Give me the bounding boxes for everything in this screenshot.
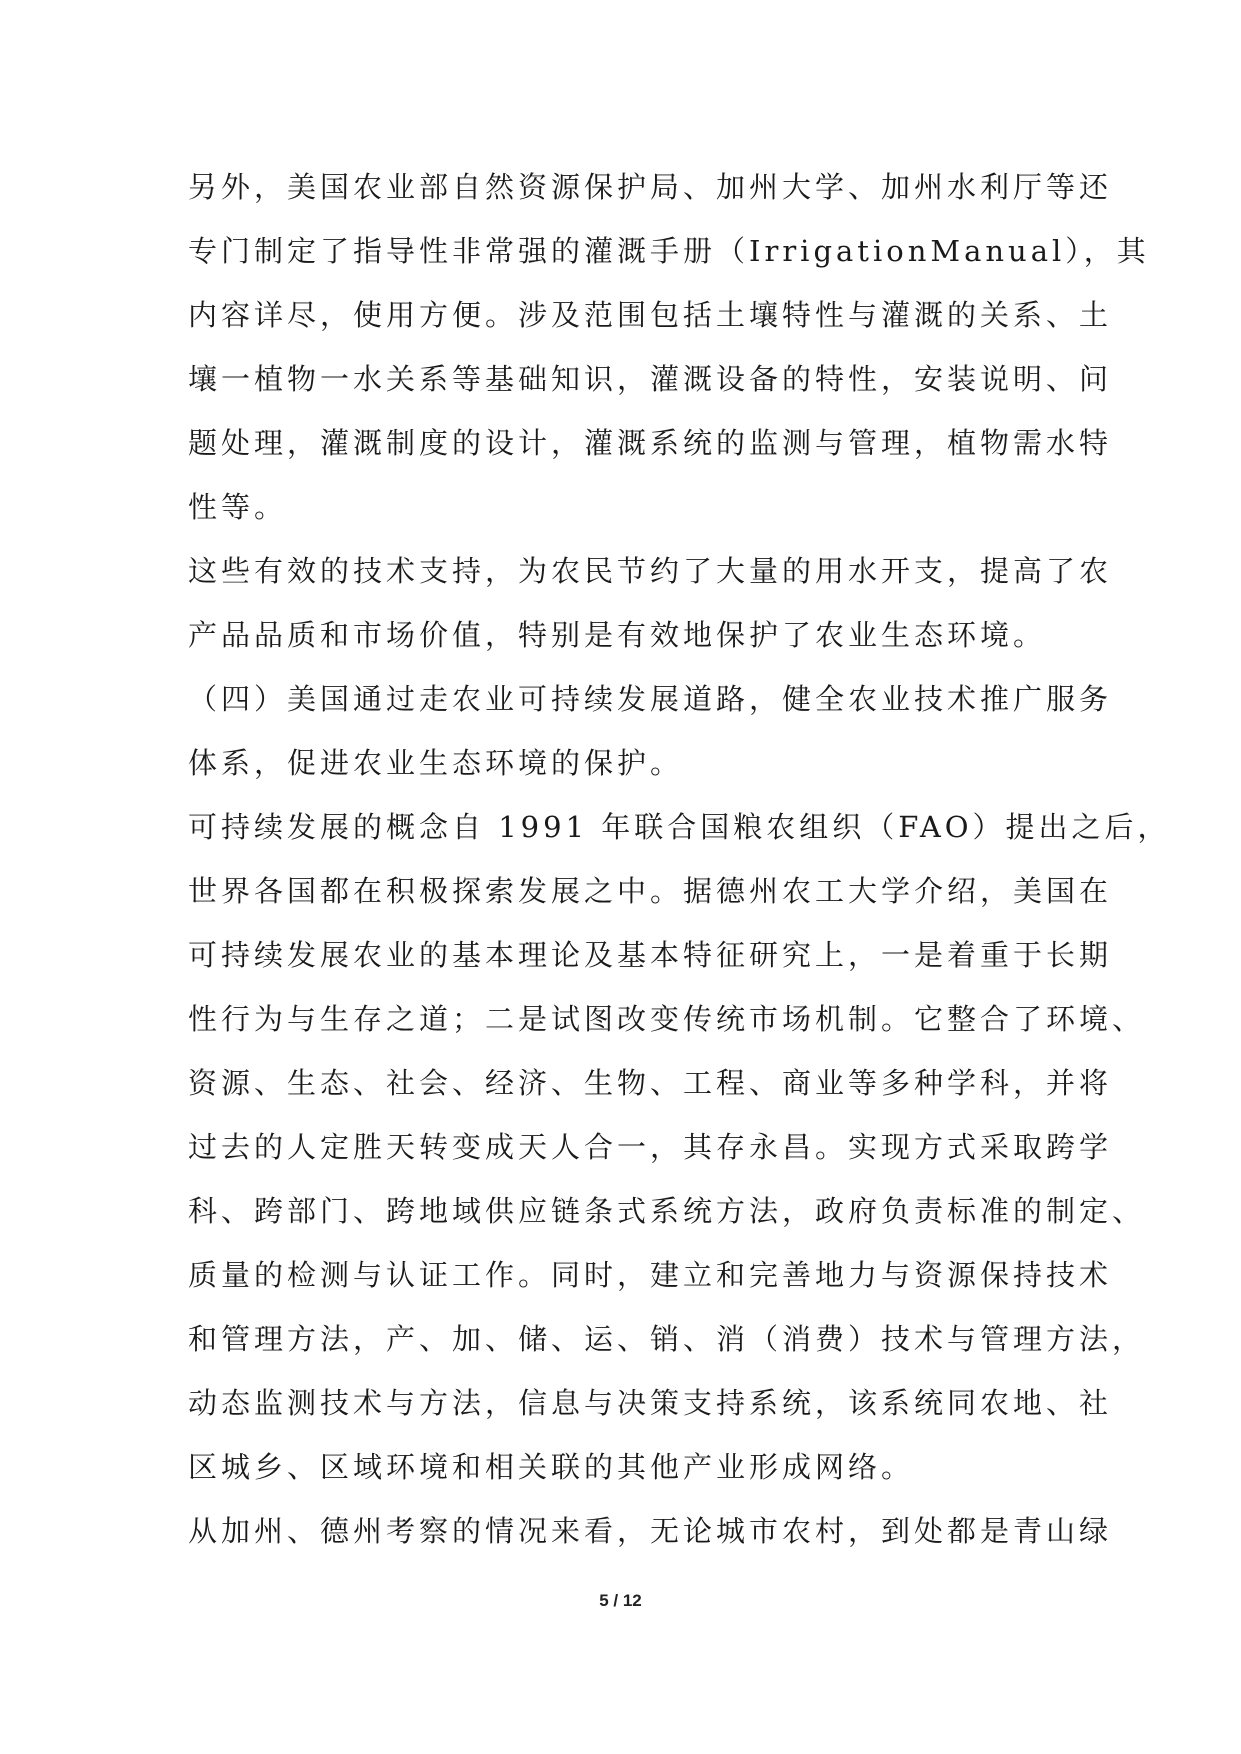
text-line: 壤一植物一水关系等基础知识，灌溉设备的特性，安装说明、问 (188, 362, 1113, 396)
page-number: 5 / 12 (599, 1591, 642, 1610)
text-line: 质量的检测与认证工作。同时，建立和完善地力与资源保持技术 (188, 1258, 1113, 1292)
text-line: 内容详尽，使用方便。涉及范围包括土壤特性与灌溉的关系、土 (188, 298, 1113, 332)
text-line: 这些有效的技术支持，为农民节约了大量的用水开支，提高了农 (188, 554, 1113, 588)
text-line: 科、跨部门、跨地域供应链条式系统方法，政府负责标准的制定、 (188, 1194, 1146, 1228)
text-line: 动态监测技术与方法，信息与决策支持系统，该系统同农地、社 (188, 1386, 1113, 1420)
body-text (188, 155, 1171, 1563)
text-line: 另外，美国农业部自然资源保护局、加州大学、加州水利厅等还 (188, 170, 1113, 204)
text-line: 过去的人定胜天转变成天人合一，其存永昌。实现方式采取跨学 (188, 1130, 1113, 1164)
text-line: 可持续发展农业的基本理论及基本特征研究上，一是着重于长期 (188, 938, 1113, 972)
text-line: 可持续发展的概念自 1991 年联合国粮农组织（FAO）提出之后， (188, 810, 1171, 844)
text-line: 世界各国都在积极探索发展之中。据德州农工大学介绍，美国在 (188, 874, 1113, 908)
text-line: 区城乡、区域环境和相关联的其他产业形成网络。 (188, 1450, 915, 1484)
text-line: 资源、生态、社会、经济、生物、工程、商业等多种学科，并将 (188, 1066, 1113, 1100)
text-line: 和管理方法，产、加、储、运、销、消（消费）技术与管理方法， (188, 1322, 1146, 1356)
text-line: 专门制定了指导性非常强的灌溉手册（IrrigationManual），其 (188, 234, 1150, 268)
section-heading: （四）美国通过走农业可持续发展道路，健全农业技术推广服务 (188, 682, 1113, 716)
text-line: 性行为与生存之道；二是试图改变传统市场机制。它整合了环境、 (188, 1002, 1146, 1036)
text-line: 性等。 (188, 490, 288, 524)
text-line: 从加州、德州考察的情况来看，无论城市农村，到处都是青山绿 (188, 1514, 1113, 1548)
text-line: 题处理，灌溉制度的设计，灌溉系统的监测与管理，植物需水特 (188, 426, 1113, 460)
section-heading: 体系，促进农业生态环境的保护。 (188, 746, 684, 780)
text-line: 产品品质和市场价值，特别是有效地保护了农业生态环境。 (188, 618, 1047, 652)
